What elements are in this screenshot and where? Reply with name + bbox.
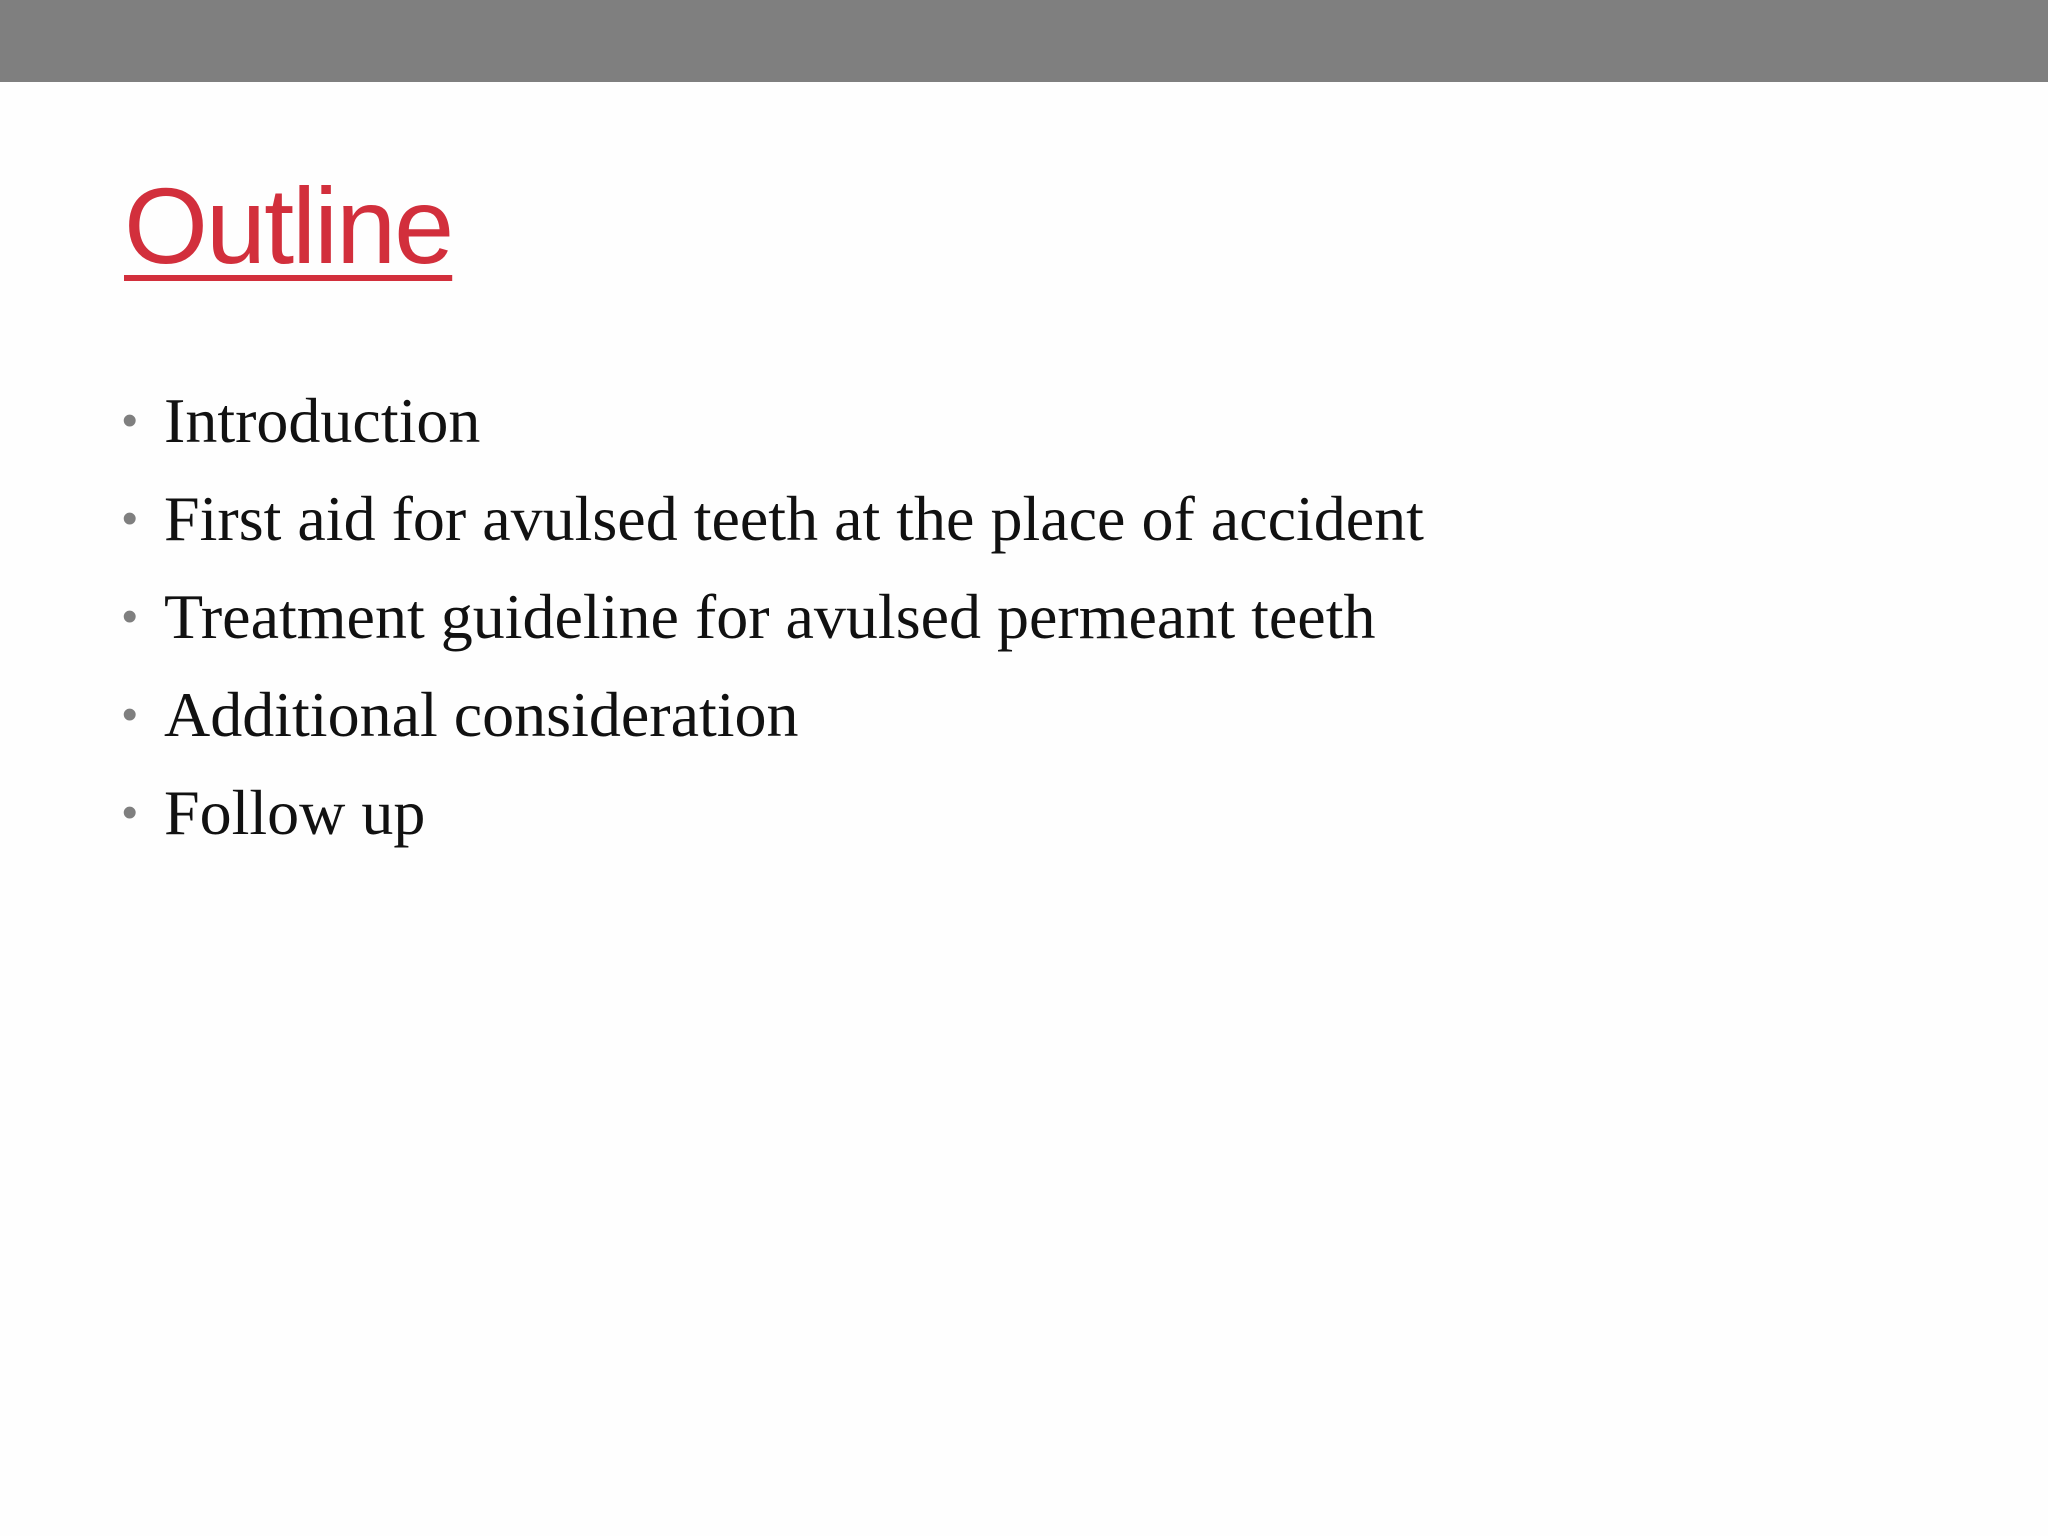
bullet-text: Introduction (164, 385, 481, 456)
bullet-marker-icon: • (122, 396, 138, 445)
top-header-bar (0, 0, 2048, 82)
bullet-item-first-aid (122, 470, 1424, 568)
bullet-marker-icon: • (122, 788, 138, 837)
bullet-list (122, 372, 1424, 862)
bullet-item-treatment-guideline (122, 568, 1424, 666)
bullet-text: Additional consideration (164, 679, 799, 750)
bullet-item-additional-consideration (122, 666, 1424, 764)
bullet-text: Treatment guideline for avulsed permeant teeth (164, 581, 1376, 652)
bullet-text: Follow up (164, 777, 426, 848)
slide-title: Outline (124, 165, 453, 286)
bullet-item-introduction (122, 372, 1424, 470)
bullet-item-follow-up (122, 764, 1424, 862)
bullet-marker-icon: • (122, 690, 138, 739)
bullet-marker-icon: • (122, 592, 138, 641)
bullet-marker-icon: • (122, 494, 138, 543)
bullet-text: First aid for avulsed teeth at the place of accident (164, 483, 1424, 554)
